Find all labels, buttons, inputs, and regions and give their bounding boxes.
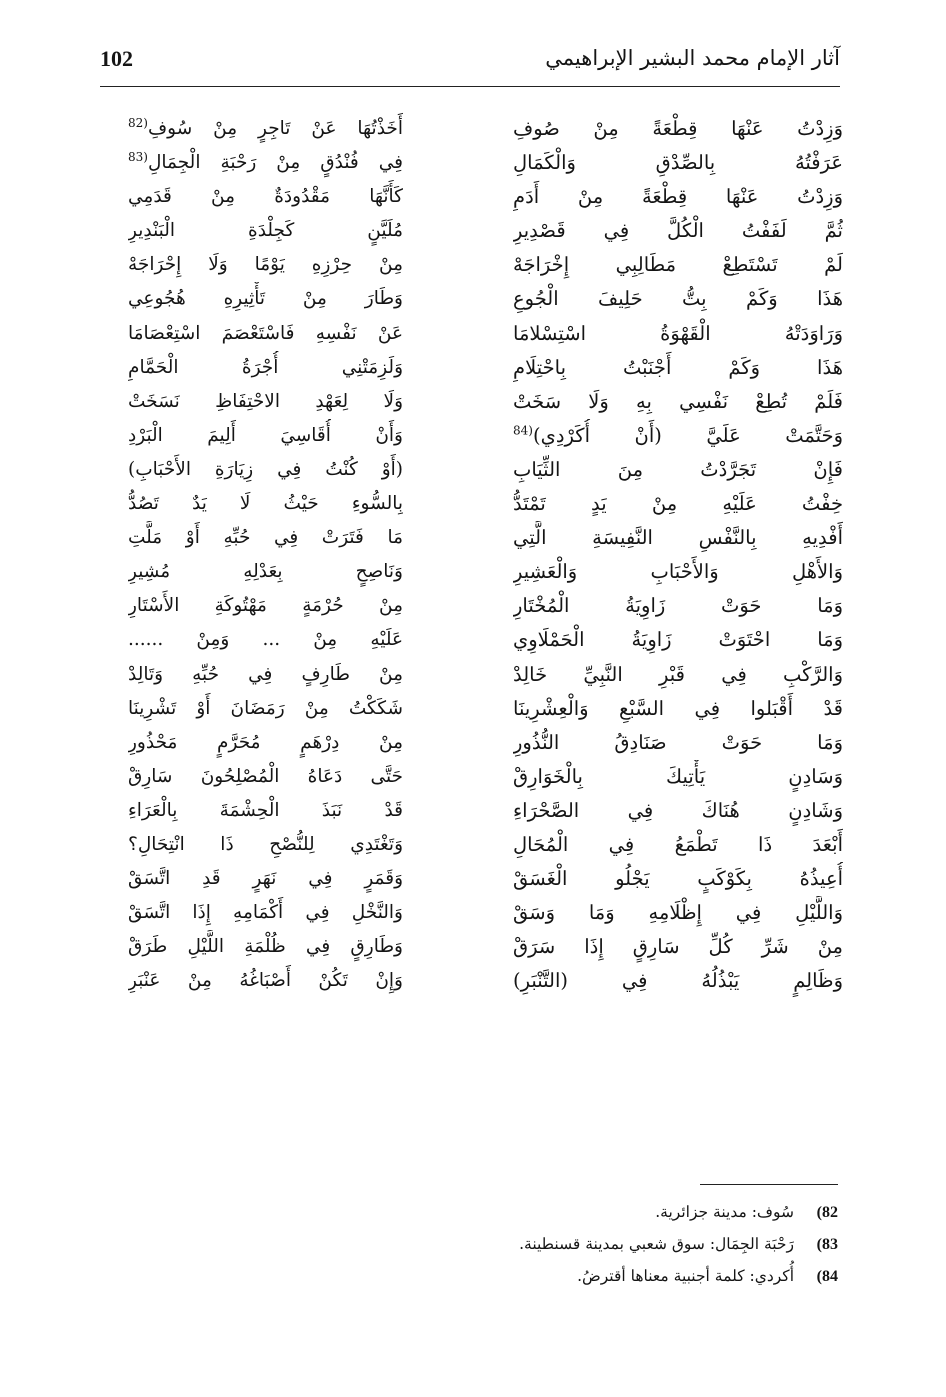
footnote-text: رَحْبَة الجِمَال: سوق شعبي بمدينة قسنطينة. — [519, 1235, 794, 1253]
verse-line: وَمَا حَوَتْ زَاوِيَةُ الْمُخْتَارِ — [513, 594, 843, 618]
verse-line: وَالنَّخْلِ فِي أَكْمَامِهِ إِذَا اتَّسَقْ — [128, 902, 403, 924]
page-header — [100, 40, 840, 87]
poem — [128, 112, 843, 1152]
verse-line: وَطَارِقٍ فِي ظُلْمَةِ اللَّيْلِ طَرَقْ — [128, 936, 403, 958]
footnote-82 — [338, 1196, 838, 1228]
verse-line: هَذَا وَكَمْ أَجْنَبْتُ بِاحْتِلَامِ — [513, 355, 843, 379]
verse-text: وَحَتَّمَتْ عَلَيَّ (أَنْ أُكَرْدِي) — [532, 423, 843, 447]
verse-line-with-note — [513, 419, 843, 453]
verse-line: مِنْ حِرْزِهِ يَوْمًا وَلَا إِحْرَاجَهْ — [128, 254, 403, 276]
verse-line: مِنْ طَارِفٍ فِي حُبِّهِ وَتَالِدْ — [128, 663, 403, 685]
verse-line: وَقَمَرٍ فِي نَهَرٍ قَدِ اتَّسَقْ — [128, 868, 403, 890]
verse-line-with-note — [128, 146, 403, 180]
footnote-84 — [338, 1260, 838, 1292]
verse-line: فَإِنْ تَجَرَّدْتُ مِنَ الثِّيَابِ — [513, 457, 843, 481]
footnote-number: 83) — [816, 1236, 838, 1253]
verse-line: قَدْ أَقْبَلوا فِي السَّبْعِ وَالْعِشْرِينَا — [513, 696, 843, 720]
verse-line: قَدْ نَبَذَ الْحِشْمَةَ بِالْعَرَاءِ — [128, 799, 403, 821]
verse-line: وَالرَّكْبِ فِي قَبْرِ النَّبِيِّ خَالِدْ — [513, 662, 843, 686]
verse-line: أَفْدِيهِ بِالنَّفْسِ النَّفِيسَةِ الَّتِي — [513, 526, 843, 550]
verse-line: لَمْ تَسْتَطِعْ مَطَالِبِي إِخْرَاجَهْ — [513, 253, 843, 277]
verse-line: وَنَاصِحٍ بِعَدْلِهِ مُشِيرِ — [128, 561, 403, 583]
verse-line: مُلَيَّنٍ كَجِلْدَةِ الْبَنْدِيرِ — [128, 220, 403, 242]
footnote-text: سُوف: مدينة جزائرية. — [655, 1203, 794, 1221]
verse-line: أُعِيذُهُ بِكَوْكَبٍ يَجْلُو الْغَسَقْ — [513, 867, 843, 891]
verse-text: فِي فُنْدُقٍ مِنْ رَحْبَةِ الْجِمَالِ — [147, 152, 403, 174]
verse-line: وَاللَّيْلِ فِي إِظْلَامِهِ وَمَا وَسَقْ — [513, 901, 843, 925]
footnote-divider — [700, 1184, 838, 1185]
verse-line: وَزِدْتُ عَنْهَا قِطْعَةً مِنْ أَدَمِ — [513, 185, 843, 209]
verse-line: وَلَا لِعَهْدِ الاحْتِفَاظِ نَسَخَتْ — [128, 390, 403, 412]
verse-line: وَظَالِمٍ يَبْذُلُهُ فِي (التَّنْبَرِ) — [513, 969, 843, 993]
verse-line: عَنْ نَفْسِهِ فَاسْتَعْصَمَ اسْتِعْصَامَا — [128, 322, 403, 344]
verse-line: وَسَادِنٍ يَأْتِيكَ بِالْخَوَارِقْ — [513, 764, 843, 788]
footnote-83 — [338, 1228, 838, 1260]
verse-line: حَتَّى دَعَاهُ الْمُصْلِحُونَ سَارِقْ — [128, 765, 403, 787]
verse-line: هَذَا وَكَمْ بِتُّ حَلِيفَ الْجُوعِ — [513, 287, 843, 311]
footnote-number: 82) — [816, 1204, 838, 1221]
verse-line: وَالأَهْلِ وَالأَحْبَابِ وَالْعَشِيرِ — [513, 560, 843, 584]
verse-line: فَلَمْ تُطِعْ نَفْسِي بِهِ وَلَا سَخَتْ — [513, 389, 843, 413]
verse-text: أَخَذْتُهَا عَنْ تَاجِرٍ مِنْ سُوفِ — [147, 118, 403, 139]
verse-line: عَلَيْهِ مِنْ ... وَمِنْ ...... — [128, 629, 403, 651]
verse-line: وَإِنْ تَكُنْ أَصْبَاغُهُ مِنْ عَنْبَرِ — [128, 970, 403, 992]
verse-line: وَرَاوَدَتْهُ الْقَهْوَةُ اسْتِسْلامَا — [513, 321, 843, 345]
poem-left-column — [128, 112, 403, 998]
footnote-ref-83: (83 — [128, 149, 148, 164]
verse-line: وَتَغْتَدِي لِلنُّصْحِ ذَا انْتِحَالِ؟ — [128, 833, 403, 855]
footnote-ref-84: (84 — [513, 423, 533, 438]
verse-line: وَمَا حَوَتْ صَنَادِقُ النُّذُورِ — [513, 730, 843, 754]
footnote-number: 84) — [816, 1268, 838, 1285]
verse-line: وَشَادِنٍ هُنَاكَ فِي الصَّحْرَاءِ — [513, 798, 843, 822]
verse-line: وَمَا احْتَوَتْ زَاوِيَةُ الْحَمْلَاوِي — [513, 628, 843, 652]
running-title: آثار الإمام محمد البشير الإبراهيمي — [545, 46, 840, 70]
verse-line: ثُمَّ لَفَفْتُ الْكُلَّ فِي قَصْدِيرِ — [513, 219, 843, 243]
verse-line: خِفْتُ عَلَيْهِ مِنْ يَدٍ تَمْتَدُّ — [513, 492, 843, 516]
footnote-text: أُكردي: كلمة أجنبية معناها أقترضُ. — [577, 1267, 794, 1285]
verse-line: شَكَكْتُ مِنْ رَمَضَانَ أَوْ تَشْرِينَا — [128, 697, 403, 719]
poem-right-column — [513, 112, 843, 998]
verse-line: بِالسُّوءِ حَيْثُ لَا يَدٌ تَصُدُّ — [128, 493, 403, 515]
verse-line: كَأَنَّهَا مَقْدُودَةٌ مِنْ قَدَمِي — [128, 186, 403, 208]
verse-line: وَطَارَ مِنْ تَأْثِيرِهِ هُجُوعِي — [128, 288, 403, 310]
verse-line: مِنْ حُرْمَةٍ مَهْتُوكَةِ الأَسْتَارِ — [128, 595, 403, 617]
verse-line: (أَوْ كُنْتُ فِي زِيَارَةِ الأَحْبَابِ) — [128, 458, 403, 480]
page-number: 102 — [100, 46, 133, 71]
verse-line: مَا فَتَرَتْ فِي حُبِّهِ أَوْ مَلَّتِ — [128, 527, 403, 549]
footnotes — [338, 1196, 838, 1292]
verse-line: عَرَفْتُهُ بِالصِّدْقِ وَالْكَمَالِ — [513, 151, 843, 175]
verse-line: وَزِدْتُ عَنْهَا قِطْعَةً مِنْ صُوفِ — [513, 117, 843, 140]
verse-line-with-note — [128, 112, 403, 146]
verse-line: وَلَزِمَتْنِي أُجْرَةُ الْحَمَّامِ — [128, 356, 403, 378]
verse-line: مِنْ دِرْهَمٍ مُحَرَّمٍ مَحْذُورِ — [128, 731, 403, 753]
verse-line: أَبْعَدَ ذَا تَطْمَعُ فِي الْمُحَالِ — [513, 832, 843, 856]
footnote-ref-82: (82 — [128, 115, 148, 130]
verse-line: مِنْ شَرِّ كُلِّ سَارِقٍ إِذَا سَرَقْ — [513, 935, 843, 959]
verse-line: وَأَنْ أُقَاسِيَ أَلِيمَ الْبَرْدِ — [128, 424, 403, 446]
